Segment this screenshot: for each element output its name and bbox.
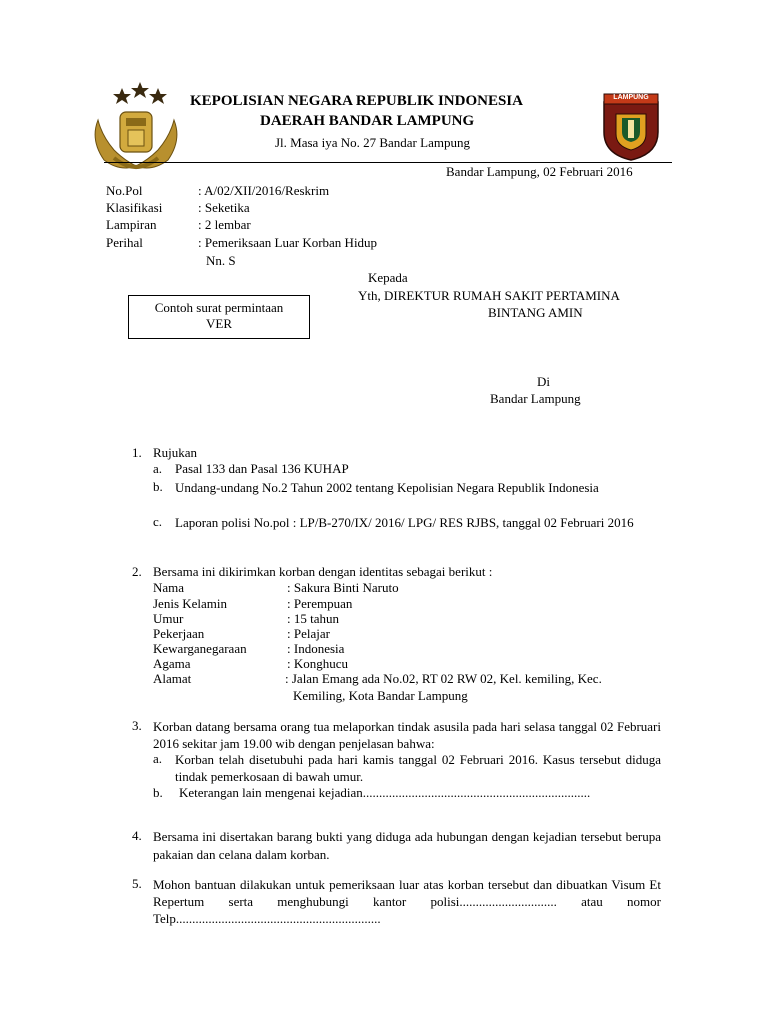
identity-label-umur: Umur <box>153 611 184 626</box>
identity-label-pekerjaan: Pekerjaan <box>153 626 205 641</box>
example-note-box <box>128 295 310 339</box>
badge-label: LAMPUNG <box>613 94 649 101</box>
meta-label-klasifikasi: Klasifikasi <box>106 200 163 215</box>
meta-value-nopol: : A/02/XII/2016/Reskrim <box>198 183 330 198</box>
identity-alamat-continuation: Kemiling, Kota Bandar Lampung <box>293 688 468 703</box>
meta-value-klasifikasi: : Seketika <box>198 200 250 215</box>
section1-item-c-letter: c. <box>153 514 163 529</box>
identity-value-jenis-kelamin: : Perempuan <box>287 596 353 611</box>
section1-item-b-letter: b. <box>153 479 163 494</box>
section1-item-b-text: Undang-undang No.2 Tahun 2002 tentang Kepolisian Negara Republik Indonesia <box>175 480 599 495</box>
identity-value-pekerjaan: : Pelajar <box>287 626 330 641</box>
identity-value-nama: : Sakura Binti Naruto <box>287 580 399 595</box>
section1-item-c-text: Laporan polisi No.pol : LP/B-270/IX/ 2016/ LPG/ RES RJBS, tanggal 02 Februari 2016 <box>175 515 634 530</box>
identity-label-alamat: Alamat <box>153 671 192 686</box>
section4-number: 4. <box>132 828 142 843</box>
header-line2: DAERAH BANDAR LAMPUNG <box>260 113 475 129</box>
section2-number: 2. <box>132 564 142 579</box>
section3-item-a-letter: a. <box>153 751 163 766</box>
identity-label-agama: Agama <box>153 656 191 671</box>
recipient-line2: BINTANG AMIN <box>488 305 583 320</box>
identity-value-kewarganegaraan: : Indonesia <box>287 641 345 656</box>
meta-value-lampiran: : 2 lembar <box>198 217 251 232</box>
section2-intro: Bersama ini dikirimkan korban dengan identitas sebagai berikut : <box>153 564 493 579</box>
section3-number: 3. <box>132 718 142 733</box>
example-note-line2: VER <box>206 316 232 331</box>
section1-item-a-text: Pasal 133 dan Pasal 136 KUHAP <box>175 461 349 476</box>
example-note-line1: Contoh surat permintaan <box>154 300 284 315</box>
identity-value-umur: : 15 tahun <box>287 611 339 626</box>
section3-item-a-text: Korban telah disetubuhi pada hari kamis tanggal 02 Februari 2016. Kasus tersebut diduga tindak pemerkosaan di bawah umur. <box>175 752 661 784</box>
date-line: Bandar Lampung, 02 Februari 2016 <box>446 164 633 179</box>
section1-title: Rujukan <box>153 445 198 460</box>
identity-value-agama: : Konghucu <box>287 656 349 671</box>
section3-item-b-text: Keterangan lain mengenai kejadian...................................................................... <box>179 785 591 800</box>
recipient-city: Bandar Lampung <box>490 391 581 406</box>
recipient-kepada: Kepada <box>368 270 408 285</box>
section3-item-b-letter: b. <box>153 785 163 800</box>
section5-number: 5. <box>132 876 142 891</box>
meta-label-nopol: No.Pol <box>106 183 143 198</box>
header-address: Jl. Masa iya No. 27 Bandar Lampung <box>275 135 470 150</box>
section3-text: Korban datang bersama orang tua melaporkan tindak asusila pada hari selasa tanggal 02 Februari 2016 sekitar jam 19.00 wib dengan penjelasan bahwa: <box>153 719 661 751</box>
meta-label-lampiran: Lampiran <box>106 217 157 232</box>
identity-label-kewarganegaraan: Kewarganegaraan <box>153 641 247 656</box>
lampung-police-badge <box>600 92 662 162</box>
identity-label-jenis-kelamin: Jenis Kelamin <box>153 596 228 611</box>
recipient-line1: Yth, DIREKTUR RUMAH SAKIT PERTAMINA <box>358 288 620 303</box>
section5-text: Mohon bantuan dilakukan untuk pemeriksaan luar atas korban tersebut dan dibuatkan Visum Et Repertum serta menghubungi kantor polisi.............................. atau nomor Telp............................................................... <box>153 877 661 926</box>
header-line1: KEPOLISIAN NEGARA REPUBLIK INDONESIA <box>190 93 523 109</box>
meta-label-perihal: Perihal <box>106 235 143 250</box>
meta-value-perihal: : Pemeriksaan Luar Korban Hidup <box>198 235 378 250</box>
section4-text: Bersama ini disertakan barang bukti yang diduga ada hubungan dengan kejadian tersebut berupa pakaian dan celana dalam korban. <box>153 829 661 862</box>
recipient-di: Di <box>537 374 550 389</box>
perihal-continuation: Nn. S <box>206 253 236 268</box>
section1-item-a-letter: a. <box>153 461 163 476</box>
header-rule <box>104 162 672 163</box>
identity-value-alamat: : Jalan Emang ada No.02, RT 02 RW 02, Kel. kemiling, Kec. <box>285 671 602 686</box>
identity-label-nama: Nama <box>153 580 185 595</box>
section1-number: 1. <box>132 445 142 460</box>
